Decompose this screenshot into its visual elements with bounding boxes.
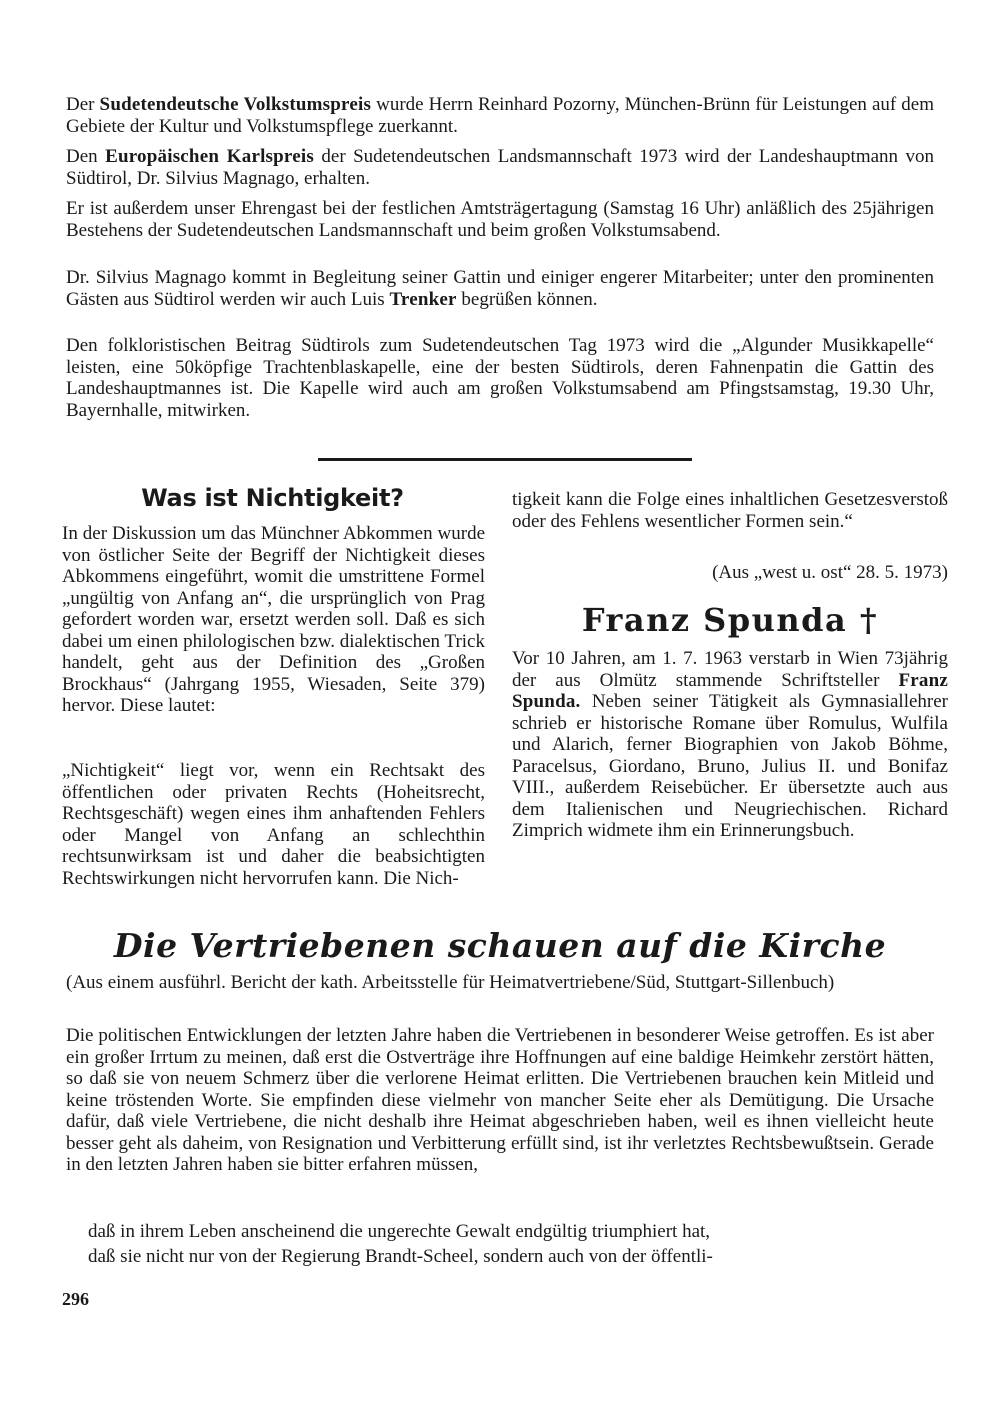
paragraph-magnago: Dr. Silvius Magnago kommt in Begleitung seiner Gattin und einiger engerer Mitarbeiter; unter den prominenten Gästen aus Südtirol werden wir auch Luis Trenker begrüßen können. [66, 267, 934, 310]
section-divider [318, 458, 692, 461]
heading-franz-spunda: Franz Spunda † [581, 601, 879, 639]
source-reference: (Aus „west u. ost“ 28. 5. 1973) [712, 562, 948, 583]
paragraph-nichtigkeit-continued: tigkeit kann die Folge eines inhaltlichen Gesetzesverstoß oder des Fehlens wesentlicher Formen sein.“ [512, 489, 948, 532]
bold-franz-spunda: Franz Spunda. [512, 669, 948, 712]
paragraph-karlspreis: Den Europäischen Karlspreis der Sudetendeutschen Landsmannschaft 1973 wird der Landeshauptmann von Südtirol, Dr. Silvius Magnago, erhalten. [66, 146, 934, 189]
bold-trenker: Trenker [389, 288, 457, 310]
paragraph-volkstumspreis: Der Sudetendeutsche Volkstumspreis wurde Herrn Reinhard Pozorny, München-Brünn für Leistungen auf dem Gebiete der Kultur und Volkstumspflege zuerkannt. [66, 94, 934, 137]
heading-vertriebene-kirche: Die Vertriebenen schauen auf die Kirche [113, 926, 887, 965]
paragraph-nichtigkeit-1: In der Diskussion um das Münchner Abkommen wurde von östlicher Seite der Begriff der Nichtigkeit dieses Abkommens eingeführt, womit die umstrittene Formel „ungültig von Anfang an“, die ursprünglich von Prag gefordert worden war, ersetzt werden soll. Daß es sich dabei um einen philologischen bzw. dialektischen Trick handelt, geht aus der Definition des „Großen Brockhaus“ (Jahrgang 1955, Wiesaden, Seite 379) hervor. Diese lautet: [62, 523, 485, 716]
bold-karlspreis: Europäischen Karlspreis [105, 146, 314, 167]
paragraph-kirche-intro: (Aus einem ausführl. Bericht der kath. Arbeitsstelle für Heimatvertriebene/Süd, Stuttgart-Sillenbuch) [66, 972, 835, 993]
heading-was-ist-nichtigkeit: Was ist Nichtigkeit? [141, 484, 404, 512]
list-item-regierung: daß sie nicht nur von der Regierung Brandt-Scheel, sondern auch von der öffentli- [88, 1246, 713, 1267]
paragraph-kirche-body: Die politischen Entwicklungen der letzten Jahre haben die Vertriebenen in besonderer Weise getroffen. Es ist aber ein großer Irrtum zu meinen, daß erst die Ostverträge ihre Hoffnungen auf eine baldige Heimkehr zerstört hätten, so daß sie von neuem Schmerz über die verlorene Heimat erlitten. Die Vertriebenen brauchen kein Mitleid und keine tröstenden Worte. Sie empfinden diese vielmehr von mancher Seite eher als Demütigung. Die Ursache dafür, daß viele Vertriebene, die nicht deshalb ihre Heimat abgeschrieben haben, weil es ihnen vielleicht heute besser geht als daheim, von Resignation und Verbitterung erfüllt sind, ist ihr verletztes Rechtsbewußtsein. Gerade in den letzten Jahren haben sie bitter erfahren müssen, [66, 1025, 934, 1175]
list-item-gewalt: daß in ihrem Leben anscheinend die ungerechte Gewalt endgültig triumphiert hat, [88, 1221, 711, 1242]
paragraph-folklore: Den folkloristischen Beitrag Südtirols zum Sudetendeutschen Tag 1973 wird die „Algunder Musikkapelle“ leisten, eine 50köpfige Trachtenblaskapelle, eine der besten Südtirols, deren Fahnenpatin die Gattin des Landeshauptmannes ist. Die Kapelle wird auch am großen Volkstumsabend am Pfingstsamstag, 19.30 Uhr, Bayernhalle, mitwirken. [66, 335, 934, 421]
paragraph-franz-spunda: Vor 10 Jahren, am 1. 7. 1963 verstarb in Wien 73jährig der aus Olmütz stammende Schriftsteller Franz Spunda. Neben seiner Tätigkeit als Gymnasiallehrer schrieb er historische Romane über Romulus, Wulfila und Alarich, ferner Biographien von Jakob Böhme, Paracelsus, Giordano, Bruno, Julius II. und Bonifaz VIII., außerdem Reisebücher. Er übersetzte auch aus dem Italienischen und Neugriechischen. Richard Zimprich widmete ihm ein Erinnerungsbuch. [512, 648, 948, 841]
paragraph-ehrengast: Er ist außerdem unser Ehrengast bei der festlichen Amtsträgertagung (Samstag 16 Uhr) anläßlich des 25jährigen Bestehens der Sudetendeutschen Landsmannschaft und beim großen Volkstumsabend. [66, 198, 934, 241]
page-number: 296 [62, 1289, 89, 1309]
bold-volkstumspreis: Sudetendeutsche Volkstumspreis [99, 94, 372, 115]
paragraph-nichtigkeit-2: „Nichtigkeit“ liegt vor, wenn ein Rechtsakt des öffentlichen oder privaten Rechts (Hoheitsrecht, Rechtsgeschäft) wegen eines ihm anhaftenden Fehlers oder Mangel von Anfang an schlechthin rechtsunwirksam ist und daher die beabsichtigten Rechtswirkungen nicht hervorrufen kann. Die Nich- [62, 760, 485, 889]
